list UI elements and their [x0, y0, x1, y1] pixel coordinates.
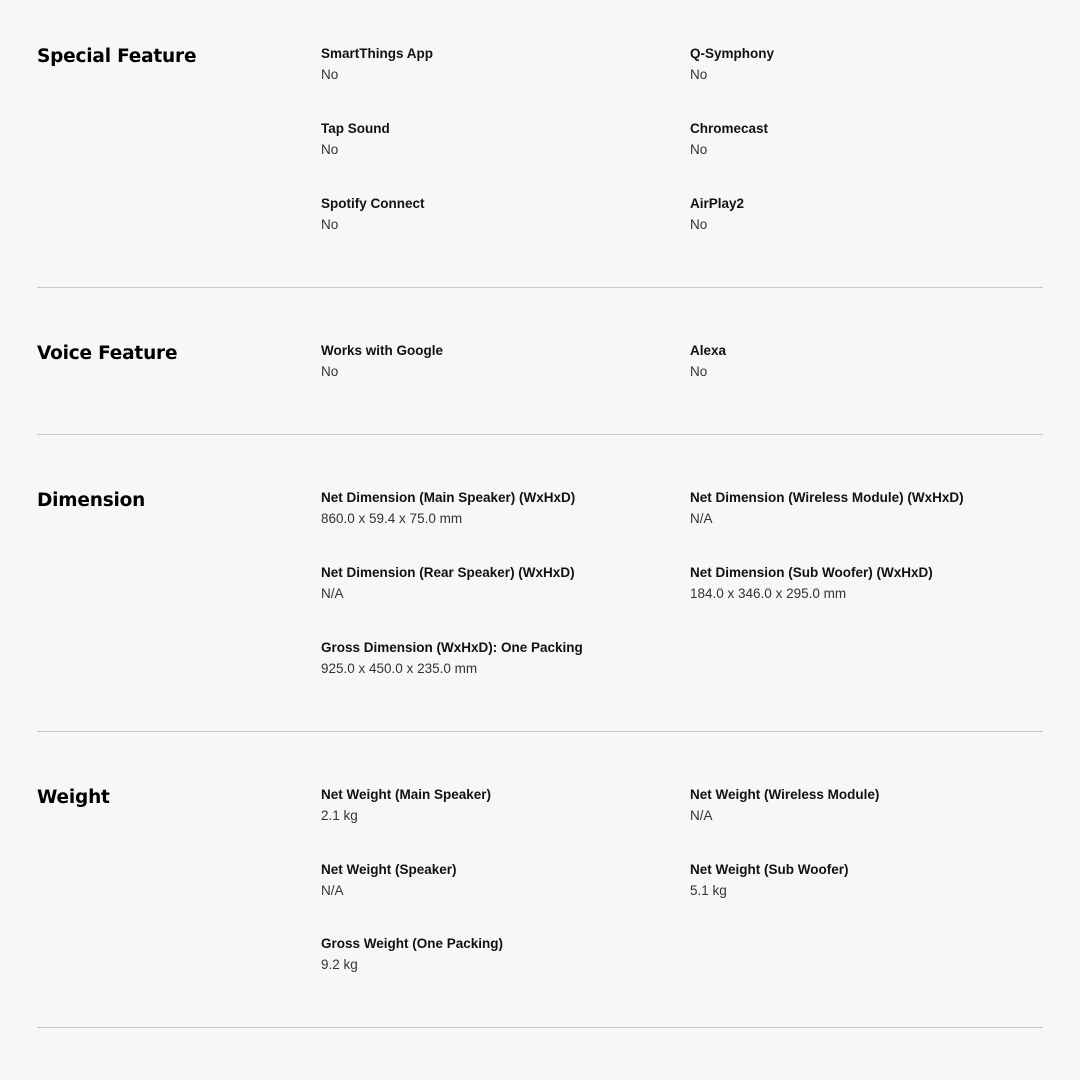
spec-value: No [690, 67, 708, 82]
spec-value: 9.2 kg [321, 957, 358, 972]
spec-label: Net Weight (Sub Woofer) [690, 862, 849, 877]
spec-value: No [321, 142, 339, 157]
spec-value: No [690, 364, 708, 379]
spec-label: Works with Google [321, 343, 444, 358]
spec-chromecast [690, 121, 1030, 158]
section-divider [37, 731, 1043, 732]
spec-value: 184.0 x 346.0 x 295.0 mm [690, 586, 847, 601]
spec-label: Tap Sound [321, 121, 390, 136]
spec-value: N/A [690, 808, 713, 823]
spec-value: No [690, 142, 708, 157]
spec-label: Q-Symphony [690, 46, 775, 61]
spec-label: Gross Dimension (WxHxD): One Packing [321, 640, 583, 655]
spec-value: No [690, 217, 708, 232]
spec-alexa [690, 343, 1030, 380]
spec-value: No [321, 217, 339, 232]
spec-net-dimension-rear-speaker [321, 565, 661, 602]
spec-value: 2.1 kg [321, 808, 358, 823]
spec-gross-weight [321, 936, 661, 973]
spec-value: 925.0 x 450.0 x 235.0 mm [321, 661, 478, 676]
spec-value: 860.0 x 59.4 x 75.0 mm [321, 511, 463, 526]
spec-value: 5.1 kg [690, 883, 727, 898]
section-divider [37, 1027, 1043, 1028]
spec-label: AirPlay2 [690, 196, 745, 211]
spec-smartthings-app [321, 46, 661, 83]
spec-net-weight-main-speaker [321, 787, 661, 824]
spec-value: No [321, 67, 339, 82]
section-divider [37, 434, 1043, 435]
spec-label: Alexa [690, 343, 727, 358]
spec-net-dimension-sub-woofer [690, 565, 1030, 602]
spec-value: N/A [690, 511, 713, 526]
section-title: Special Feature [37, 46, 197, 67]
spec-label: Gross Weight (One Packing) [321, 936, 504, 951]
spec-label: Net Weight (Main Speaker) [321, 787, 492, 802]
spec-label: Net Dimension (Main Speaker) (WxHxD) [321, 490, 576, 505]
spec-label: SmartThings App [321, 46, 434, 61]
spec-works-with-google [321, 343, 661, 380]
section-title: Voice Feature [37, 343, 178, 364]
spec-spotify-connect [321, 196, 661, 233]
spec-label: Net Weight (Wireless Module) [690, 787, 880, 802]
section-divider [37, 287, 1043, 288]
spec-label: Spotify Connect [321, 196, 425, 211]
spec-value: N/A [321, 883, 344, 898]
spec-airplay2 [690, 196, 1030, 233]
spec-net-dimension-main-speaker [321, 490, 661, 527]
spec-net-weight-speaker [321, 862, 661, 899]
spec-label: Net Dimension (Rear Speaker) (WxHxD) [321, 565, 575, 580]
spec-label: Net Weight (Speaker) [321, 862, 457, 877]
spec-tap-sound [321, 121, 661, 158]
spec-net-weight-wireless-module [690, 787, 1030, 824]
section-title: Dimension [37, 490, 146, 511]
section-title: Weight [37, 787, 110, 808]
spec-net-dimension-wireless-module [690, 490, 1030, 527]
spec-gross-dimension [321, 640, 661, 677]
spec-value: N/A [321, 586, 344, 601]
spec-q-symphony [690, 46, 1030, 83]
spec-label: Net Dimension (Sub Woofer) (WxHxD) [690, 565, 933, 580]
spec-label: Net Dimension (Wireless Module) (WxHxD) [690, 490, 964, 505]
spec-value: No [321, 364, 339, 379]
spec-net-weight-sub-woofer [690, 862, 1030, 899]
spec-label: Chromecast [690, 121, 769, 136]
